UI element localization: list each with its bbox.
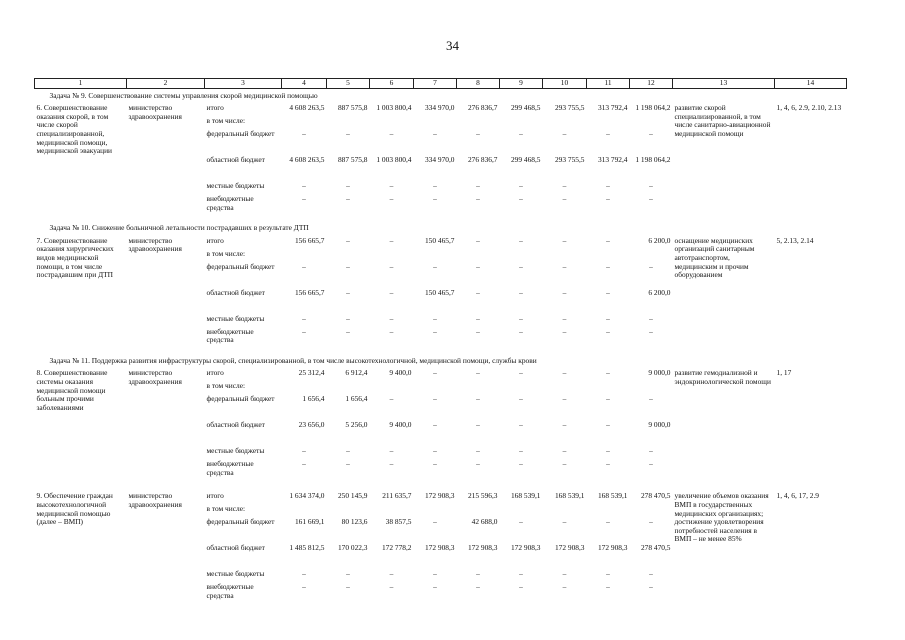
funding-source-label: итого — [206, 103, 224, 113]
funding-value: 313 792,4 — [597, 103, 628, 113]
funding-value — [543, 250, 587, 263]
funding-value: – — [389, 582, 394, 592]
funding-source-label: областной бюджет — [206, 155, 265, 165]
funding-value: – — [346, 446, 350, 456]
column-number-cell: 10 — [543, 79, 587, 89]
funding-value: – — [389, 261, 394, 271]
column-number-cell: 4 — [282, 79, 327, 89]
funding-source-label: федеральный бюджет — [206, 261, 275, 271]
column-number-cell: 7 — [414, 79, 457, 89]
funding-source-label: местные бюджеты — [206, 313, 265, 323]
executor-name: министерство здравоохранения — [128, 491, 182, 509]
funding-value: – — [476, 394, 480, 404]
task-heading-row — [35, 354, 847, 370]
funding-value: 9 400,0 — [389, 368, 412, 378]
funding-value: – — [519, 181, 523, 191]
funding-value: 299 468,5 — [510, 155, 541, 165]
funding-value: – — [606, 326, 610, 336]
funding-value: 887 575,8 — [337, 155, 368, 165]
funding-row — [35, 492, 847, 505]
funding-value: – — [476, 446, 480, 456]
funding-value: – — [519, 446, 523, 456]
measure-name: 6. Совершенствование оказания скорой, в том числе скорой специализированной, медицинской помощи, медицинской эвакуации — [36, 103, 113, 156]
funding-value: – — [433, 368, 437, 378]
funding-value: 168 539,1 — [510, 491, 541, 501]
funding-value: 4 608 263,5 — [289, 103, 325, 113]
funding-value: – — [476, 194, 480, 204]
funding-value: – — [649, 569, 653, 579]
funding-value: – — [302, 313, 306, 323]
column-number-cell: 9 — [500, 79, 543, 89]
funding-value: – — [433, 517, 437, 527]
funding-value: 293 755,5 — [554, 103, 585, 113]
funding-value: – — [649, 459, 653, 469]
funding-value: – — [433, 459, 437, 469]
funding-value: – — [562, 446, 567, 456]
funding-value: – — [433, 569, 437, 579]
column-number-cell: 13 — [673, 79, 775, 89]
funding-value: – — [562, 394, 567, 404]
funding-value: 215 596,3 — [467, 491, 498, 501]
funding-value: 1 198 064,2 — [635, 155, 671, 165]
funding-value: – — [606, 368, 610, 378]
funding-source-label: в том числе: — [206, 381, 246, 391]
funding-value: – — [389, 194, 394, 204]
funding-value: 293 755,5 — [554, 155, 585, 165]
funding-value: – — [433, 446, 437, 456]
funding-source-label: внебюджетные средства — [206, 582, 254, 600]
funding-value: – — [302, 582, 306, 592]
funding-value: – — [302, 569, 306, 579]
funding-value: – — [433, 194, 437, 204]
indicator-numbers: 1, 4, 6, 17, 2.9 — [776, 491, 819, 501]
funding-value: 38 857,5 — [385, 517, 412, 527]
funding-value — [587, 250, 630, 263]
funding-value: 150 465,7 — [424, 287, 455, 297]
funding-value: – — [346, 313, 350, 323]
funding-source-label: внебюджетные средства — [206, 326, 254, 345]
funding-source-label: в том числе: — [206, 504, 246, 514]
funding-value: – — [346, 287, 350, 297]
funding-value: 80 123,6 — [341, 517, 368, 527]
funding-value — [327, 250, 370, 263]
funding-value — [457, 250, 500, 263]
funding-value: – — [606, 235, 610, 245]
funding-value: – — [519, 368, 523, 378]
funding-value: 9 000,0 — [648, 368, 671, 378]
funding-value: – — [476, 569, 480, 579]
funding-value: 1 656,4 — [345, 394, 368, 404]
funding-value: 170 022,3 — [337, 543, 368, 553]
funding-value: – — [433, 181, 437, 191]
funding-value: – — [389, 459, 394, 469]
column-number-row — [35, 79, 847, 89]
funding-source-label: местные бюджеты — [206, 569, 265, 579]
funding-value: – — [606, 194, 610, 204]
funding-value: 6 912,4 — [345, 368, 368, 378]
funding-value: 172 908,3 — [424, 543, 455, 553]
funding-value: – — [476, 287, 480, 297]
executor-name: министерство здравоохранения — [128, 368, 182, 386]
funding-value: 299 468,5 — [510, 103, 541, 113]
funding-value: – — [302, 261, 306, 271]
funding-value: 887 575,8 — [337, 103, 368, 113]
funding-value: – — [476, 368, 480, 378]
funding-value: – — [519, 235, 523, 245]
funding-value: 1 656,4 — [302, 394, 325, 404]
funding-value: 25 312,4 — [298, 368, 325, 378]
funding-value — [630, 250, 673, 263]
funding-value: – — [346, 569, 350, 579]
funding-value: – — [649, 394, 653, 404]
funding-value: – — [606, 446, 610, 456]
funding-value: – — [433, 582, 437, 592]
funding-value: – — [649, 129, 653, 139]
column-number-cell: 6 — [370, 79, 414, 89]
funding-value: – — [606, 261, 610, 271]
funding-value: – — [433, 261, 437, 271]
funding-value: – — [649, 194, 653, 204]
funding-value: 6 200,0 — [648, 287, 671, 297]
funding-value: 4 608 263,5 — [289, 155, 325, 165]
expected-result: развитие гемодиализной и эндокринологической помощи — [674, 368, 771, 386]
funding-source-label: федеральный бюджет — [206, 129, 275, 139]
funding-value: – — [519, 517, 523, 527]
funding-value: 278 470,5 — [640, 491, 671, 501]
funding-value: – — [606, 582, 610, 592]
funding-value: – — [519, 261, 523, 271]
funding-source-label: местные бюджеты — [206, 181, 265, 191]
task-heading-row — [35, 88, 847, 104]
indicator-numbers: 5, 2.13, 2.14 — [776, 235, 814, 245]
funding-value: – — [562, 313, 567, 323]
funding-value: 313 792,4 — [597, 155, 628, 165]
funding-value: 23 656,0 — [298, 420, 325, 430]
funding-value: 150 465,7 — [424, 235, 455, 245]
funding-value: – — [389, 313, 394, 323]
column-number-cell: 1 — [35, 79, 127, 89]
funding-value: – — [389, 326, 394, 336]
funding-value: – — [302, 181, 306, 191]
task-heading: Задача № 11. Поддержка развития инфраструктуры скорой, специализированной, в том числе высокотехнологичной, медицинской помощи, службы крови — [49, 355, 537, 365]
funding-source-label: местные бюджеты — [206, 446, 265, 456]
funding-value: – — [476, 459, 480, 469]
funding-value: – — [389, 569, 394, 579]
funding-value — [282, 250, 327, 263]
column-number-cell: 8 — [457, 79, 500, 89]
funding-value: – — [346, 261, 350, 271]
funding-value: – — [346, 459, 350, 469]
funding-value: – — [606, 394, 610, 404]
funding-source-label: итого — [206, 368, 224, 378]
funding-value: – — [476, 582, 480, 592]
funding-source-label: областной бюджет — [206, 287, 265, 297]
expected-result: оснащение медицинских организаций санитарным автотранспортом, медицинским и прочим оборудованием — [674, 235, 755, 280]
funding-value: 172 908,3 — [554, 543, 585, 553]
funding-value: – — [562, 459, 567, 469]
funding-source-label: федеральный бюджет — [206, 517, 275, 527]
funding-value: – — [476, 181, 480, 191]
funding-value: 250 145,9 — [337, 491, 368, 501]
funding-source-label: итого — [206, 491, 224, 501]
funding-value: – — [476, 129, 480, 139]
column-number-cell: 14 — [775, 79, 847, 89]
funding-value: – — [389, 287, 394, 297]
funding-value: – — [346, 582, 350, 592]
funding-value: – — [606, 313, 610, 323]
funding-value: – — [606, 420, 610, 430]
funding-value: – — [649, 326, 653, 336]
funding-value: – — [562, 326, 567, 336]
funding-value: – — [519, 569, 523, 579]
funding-value: – — [346, 181, 350, 191]
funding-value: 156 665,7 — [294, 287, 325, 297]
column-number-cell: 3 — [205, 79, 282, 89]
funding-value: 334 970,0 — [424, 155, 455, 165]
funding-value: – — [649, 446, 653, 456]
funding-value: – — [346, 129, 350, 139]
funding-value: – — [346, 326, 350, 336]
funding-value: – — [562, 181, 567, 191]
funding-source-label: в том числе: — [206, 248, 246, 258]
funding-value: – — [562, 582, 567, 592]
funding-value: 278 470,5 — [640, 543, 671, 553]
funding-value: – — [606, 129, 610, 139]
funding-value: – — [606, 517, 610, 527]
funding-value: 161 669,1 — [294, 517, 325, 527]
funding-value: – — [519, 129, 523, 139]
funding-value: – — [562, 569, 567, 579]
indicator-numbers: 1, 4, 6, 2.9, 2.10, 2.13 — [776, 103, 842, 113]
funding-source-label: итого — [206, 235, 224, 245]
funding-value: – — [433, 394, 437, 404]
funding-value: – — [389, 235, 394, 245]
funding-value: – — [433, 129, 437, 139]
funding-value: 6 200,0 — [648, 235, 671, 245]
funding-value: 172 908,3 — [467, 543, 498, 553]
funding-value: – — [433, 326, 437, 336]
funding-value: – — [519, 459, 523, 469]
funding-value: – — [562, 261, 567, 271]
funding-value: – — [302, 446, 306, 456]
column-number-cell: 11 — [587, 79, 630, 89]
funding-value: – — [606, 459, 610, 469]
funding-value — [370, 250, 414, 263]
funding-value: – — [476, 313, 480, 323]
funding-value: – — [519, 326, 523, 336]
funding-value: – — [519, 194, 523, 204]
funding-value: 5 256,0 — [345, 420, 368, 430]
funding-value: – — [302, 459, 306, 469]
task-heading-row — [35, 221, 847, 237]
funding-source-label: федеральный бюджет — [206, 394, 275, 404]
funding-value: – — [562, 420, 567, 430]
measure-name: 9. Обеспечение граждан высокотехнологичной медицинской помощью (далее – ВМП) — [36, 491, 113, 527]
funding-value: – — [606, 181, 610, 191]
funding-value: – — [389, 446, 394, 456]
funding-value: – — [302, 326, 306, 336]
funding-value: 1 198 064,2 — [635, 103, 671, 113]
funding-value: 1 003 800,4 — [376, 155, 412, 165]
funding-value: 9 400,0 — [389, 420, 412, 430]
funding-value: – — [476, 326, 480, 336]
funding-row — [35, 104, 847, 117]
funding-value: – — [562, 517, 567, 527]
funding-value: – — [476, 261, 480, 271]
funding-value — [500, 250, 543, 263]
funding-value: 172 908,3 — [510, 543, 541, 553]
funding-value: – — [389, 394, 394, 404]
funding-value: – — [433, 420, 437, 430]
funding-value: – — [389, 129, 394, 139]
funding-source-label: внебюджетные средства — [206, 194, 254, 212]
program-measures-table — [34, 78, 847, 609]
indicator-numbers: 1, 17 — [776, 368, 792, 378]
funding-source-label: в том числе: — [206, 116, 246, 126]
funding-value: – — [562, 287, 567, 297]
funding-value: – — [476, 420, 480, 430]
funding-value: – — [649, 517, 653, 527]
funding-value: 172 908,3 — [597, 543, 628, 553]
funding-value: – — [346, 194, 350, 204]
funding-value: – — [346, 235, 350, 245]
funding-value: 1 003 800,4 — [376, 103, 412, 113]
measure-name: 7. Совершенствование оказания хирургических видов медицинской помощи, в том числе пострадавшим при ДТП — [36, 235, 114, 280]
funding-value: – — [389, 181, 394, 191]
funding-value: 172 778,2 — [381, 543, 412, 553]
funding-row — [35, 369, 847, 382]
funding-value: 1 634 374,0 — [289, 491, 325, 501]
funding-value: 276 836,7 — [467, 155, 498, 165]
funding-value: – — [606, 569, 610, 579]
funding-value: 211 635,7 — [382, 491, 412, 501]
page-number: 34 — [446, 38, 459, 53]
funding-row — [35, 237, 847, 250]
measure-name: 8. Совершенствование системы оказания медицинской помощи больным прочими заболеваниями — [36, 368, 108, 412]
expected-result: увеличение объемов оказания ВМП в государственных медицинских организациях; достижение удовлетворения потребностей населения в ВМП – не менее 85% — [674, 491, 769, 544]
task-heading: Задача № 10. Снижение больничной летальности пострадавших в результате ДТП — [49, 223, 309, 233]
funding-source-label: внебюджетные средства — [206, 459, 254, 477]
funding-source-label: областной бюджет — [206, 543, 265, 553]
column-number-cell: 5 — [327, 79, 370, 89]
funding-value: – — [476, 235, 480, 245]
funding-value: – — [519, 582, 523, 592]
funding-value: – — [302, 194, 306, 204]
funding-value — [414, 250, 457, 263]
funding-value: – — [649, 582, 653, 592]
funding-value: – — [519, 394, 523, 404]
funding-value: – — [562, 129, 567, 139]
funding-value: – — [562, 194, 567, 204]
funding-value: 9 000,0 — [648, 420, 671, 430]
funding-value: – — [649, 261, 653, 271]
funding-value: 276 836,7 — [467, 103, 498, 113]
funding-value: – — [649, 313, 653, 323]
funding-value: 156 665,7 — [294, 235, 325, 245]
executor-name: министерство здравоохранения — [128, 103, 182, 121]
funding-value: 334 970,0 — [424, 103, 455, 113]
funding-value: – — [519, 420, 523, 430]
funding-value: 168 539,1 — [554, 491, 585, 501]
funding-value: – — [562, 368, 567, 378]
funding-value: 42 688,0 — [471, 517, 498, 527]
funding-value: 172 908,3 — [424, 491, 455, 501]
funding-value: 1 485 812,5 — [289, 543, 325, 553]
expected-result: развитие скорой специализированной, в том числе санитарно-авиационной медицинской помощи — [674, 103, 771, 138]
funding-value: – — [433, 313, 437, 323]
funding-value: – — [562, 235, 567, 245]
executor-name: министерство здравоохранения — [128, 235, 182, 254]
funding-value: – — [519, 287, 523, 297]
funding-source-label: областной бюджет — [206, 420, 265, 430]
funding-value: – — [302, 129, 306, 139]
column-number-cell: 2 — [127, 79, 205, 89]
funding-value: 168 539,1 — [597, 491, 628, 501]
funding-value: – — [649, 181, 653, 191]
column-number-cell: 12 — [630, 79, 673, 89]
funding-value: – — [606, 287, 610, 297]
task-heading: Задача № 9. Совершенствование системы управления скорой медицинской помощью — [49, 90, 318, 100]
funding-value: – — [519, 313, 523, 323]
